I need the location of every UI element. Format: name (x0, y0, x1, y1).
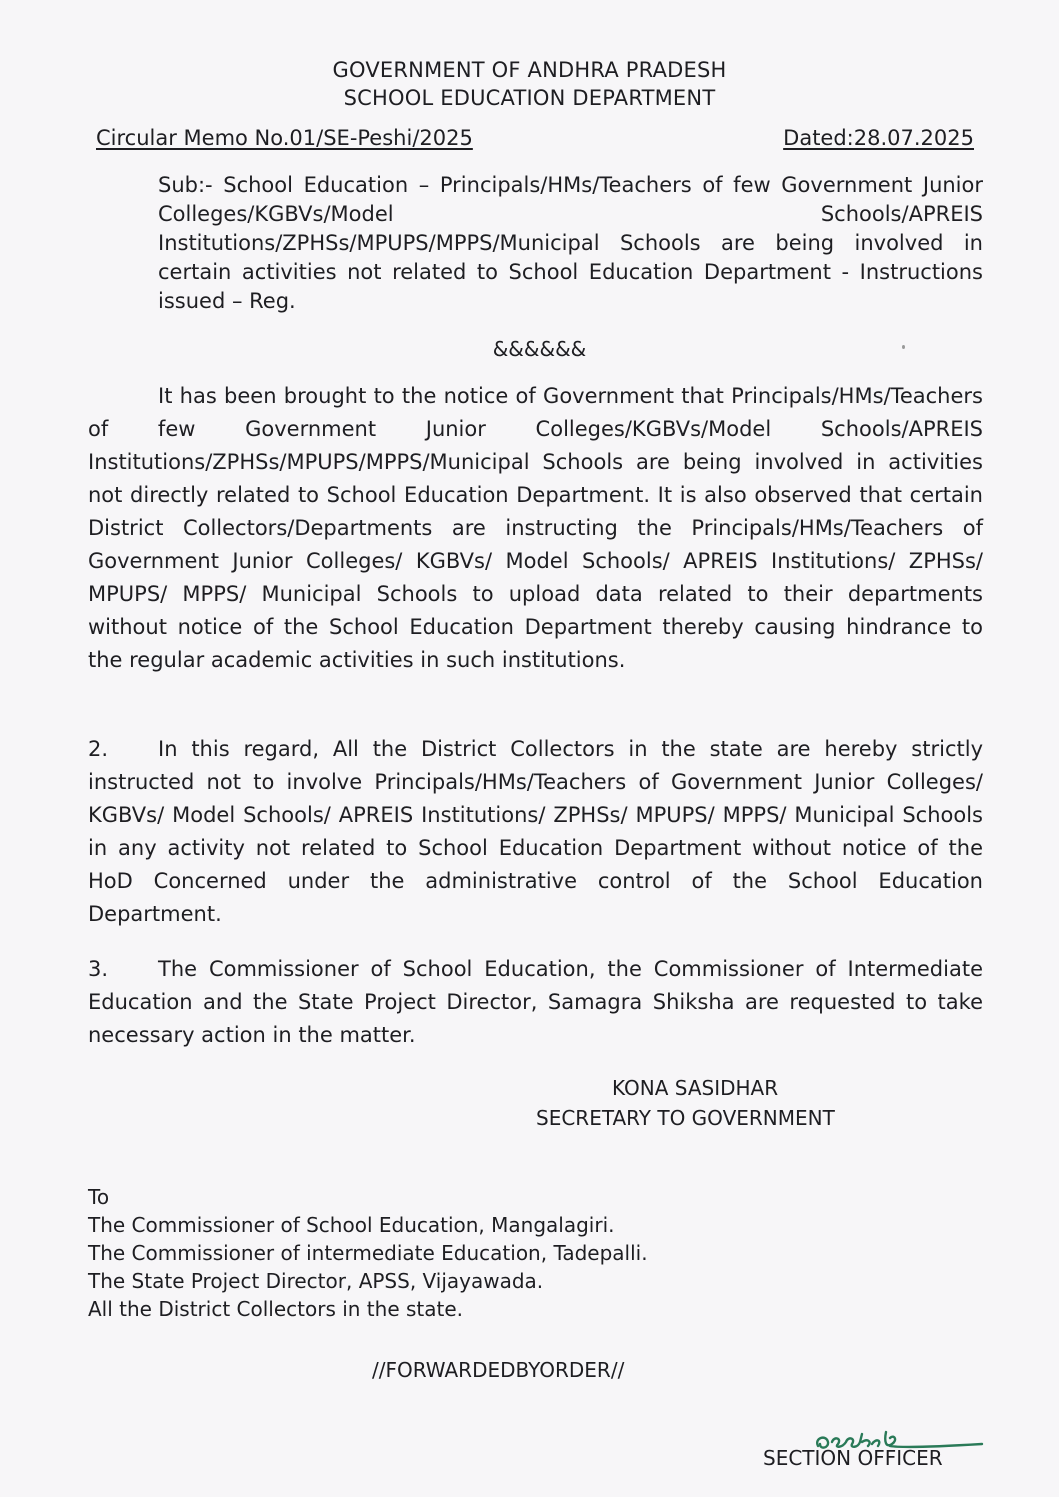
paragraph-3-number: 3. (88, 957, 109, 981)
addressee-block (88, 1183, 648, 1323)
addressee-heading: To (88, 1185, 110, 1209)
memo-date: Dated:28.07.2025 (783, 126, 974, 150)
paragraph-1 (88, 380, 983, 677)
separator: &&&&&& (492, 337, 587, 361)
paragraph-3 (88, 953, 983, 1052)
addressee-line: All the District Collectors in the state. (88, 1297, 464, 1321)
memo-number: Circular Memo No.01/SE-Peshi/2025 (96, 126, 473, 150)
paragraph-2-text: In this regard, All the District Collectors in the state are hereby strictly instructed not to involve Principals/HMs/Teachers of Government Junior Colleges/ KGBVs/ Model Schools/ APREIS Institutions/ ZPHSs/ MPUPS/ MPPS/ Municipal Schools in any activity not related to School Education Department without notice of the HoD Concerned under the administrative control of the School Education Department. (88, 737, 983, 926)
signer-title: SECRETARY TO GOVERNMENT (536, 1106, 835, 1130)
paragraph-3-text: The Commissioner of School Education, the Commissioner of Intermediate Education and the State Project Director, Samagra Shiksha are requested to take necessary action in the matter. (88, 957, 983, 1047)
signer-name: KONA SASIDHAR (612, 1076, 779, 1100)
section-officer-title: SECTION OFFICER (763, 1446, 943, 1470)
subject-paragraph: Sub:- School Education – Principals/HMs/Teachers of few Government Junior Colleges/KGBVs/Model Schools/APREIS Institutions/ZPHSs/MPUPS/MPPS/Municipal Schools are being involved in certain activities not related to School Education Department - Instructions issued – Reg. (158, 173, 983, 313)
scan-speck (902, 345, 905, 349)
addressee-line: The State Project Director, APSS, Vijayawada. (88, 1269, 544, 1293)
header-department: SCHOOL EDUCATION DEPARTMENT (343, 86, 716, 110)
addressee-line: The Commissioner of intermediate Education, Tadepalli. (88, 1241, 648, 1265)
forwarded-by-order: //FORWARDEDBYORDER// (372, 1358, 625, 1382)
paragraph-2-number: 2. (88, 737, 109, 761)
header-government: GOVERNMENT OF ANDHRA PRADESH (332, 58, 727, 82)
addressee-line: The Commissioner of School Education, Mangalagiri. (88, 1213, 615, 1237)
paragraph-1-text: It has been brought to the notice of Government that Principals/HMs/Teachers of few Government Junior Colleges/KGBVs/Model Schools/APREIS Institutions/ZPHSs/MPUPS/MPPS/Municipal Schools are being involved in activities not directly related to School Education Department. It is also observed that certain District Collectors/Departments are instructing the Principals/HMs/Teachers of Government Junior Colleges/ KGBVs/ Model Schools/ APREIS Institutions/ ZPHSs/ MPUPS/ MPPS/ Municipal Schools to upload data related to their departments without notice of the School Education Department thereby causing hindrance to the regular academic activities in such institutions. (88, 384, 983, 672)
paragraph-2 (88, 733, 983, 931)
